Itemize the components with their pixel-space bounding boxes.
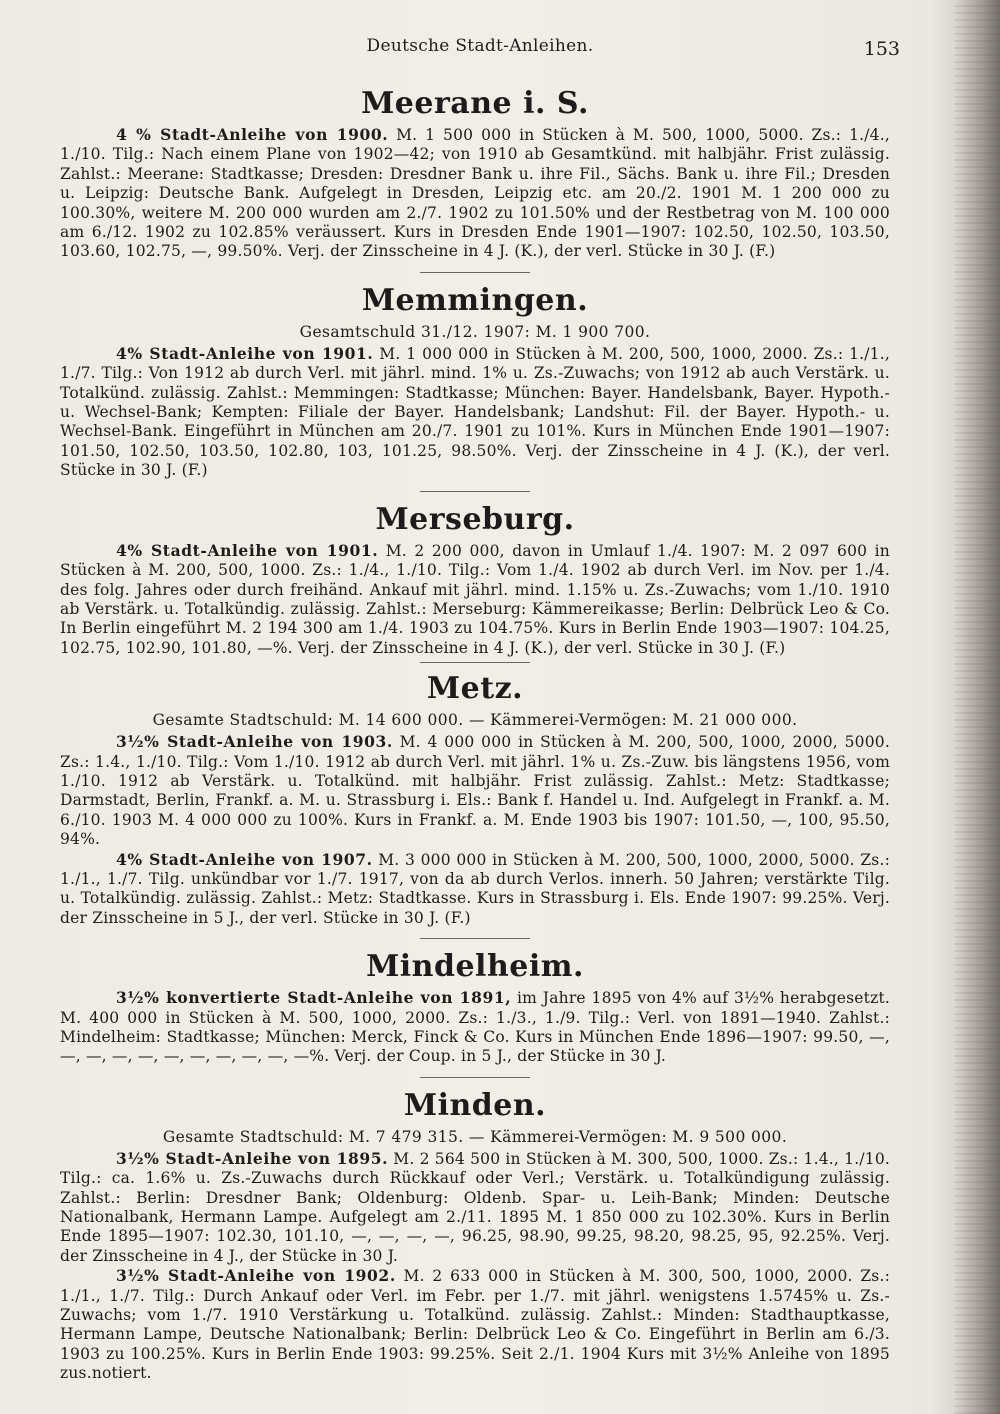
loan-entry — [60, 344, 890, 481]
section-memmingen — [60, 283, 890, 481]
loan-entry — [60, 988, 890, 1067]
section-minden — [60, 1088, 890, 1384]
debt-summary: Gesamte Stadtschuld: M. 7 479 315. — Kämmerei-Vermögen: M. 9 500 000. — [162, 1127, 788, 1146]
section-heading: Mindelheim. — [366, 949, 584, 985]
loan-text: M. 2 633 000 in Stücken à M. 300, 500, 1000, 2000. Zs.: 1./1., 1./7. Tilg.: Durch Ankauf oder Verl. im Febr. per 1./7. mit jährl. wenigstens 1.5745% u. Zs.-Zuwachs; vom 1./7. 1910 Verstärkung u. Totalkünd. zulässig. Zahlst.: Minden: Stadthauptkasse, Hermann Lampe, Deutsche Nationalbank; Berlin: Delbrück Leo & Co. Eingeführt in Berlin am 6./3. 1903 zu 100.25%. Kurs in Berlin Ende 1903: 99.25%. Seit 2./1. 1904 Kurs mit 3½% Anleihe von 1895 zus.notiert. — [60, 1267, 890, 1383]
loan-text: M. 1 500 000 in Stücken à M. 500, 1000, 5000. Zs.: 1./4., 1./10. Tilg.: Nach einem Plane von 1902—42; von 1910 ab Gesamtkünd. mit halbjähr. Frist zulässig. Zahlst.: Meerane: Stadtkasse; Dresden: Dresdner Bank u. ihre Fil., Sächs. Bank u. ihre Fil.; Dresden u. Leipzig: Deutsche Bank. Aufgelegt in Dresden, Leipzig etc. am 20./2. 1901 M. 1 200 000 zu 100.30%, weitere M. 200 000 wurden am 2./7. 1902 zu 101.50% und der Restbetrag von M. 100 000 am 6./12. 1902 zu 102.85% veräussert. Kurs in Dresden Ende 1901—1907: 102.50, 102.50, 103.50, 103.60, 102.75, —, 99.50%. Verj. der Zinsscheine in 4 J. (K.), der verl. Stücke in 30 J. (F.) — [60, 126, 890, 261]
section-divider — [420, 938, 530, 939]
loan-entry — [60, 1149, 890, 1266]
running-title: Deutsche Stadt-Anleihen. — [366, 36, 594, 56]
loan-entry — [60, 732, 890, 849]
loan-text: M. 2 564 500 in Stücken à M. 300, 500, 1000. Zs.: 1.4., 1./10. Tilg.: ca. 1.6% u. Zs.-Zuwachs durch Rückkauf oder Verl.; Verstärk. u. Totalkündigung zulässig. Zahlst.: Berlin: Dresdner Bank; Oldenburg: Oldenb. Spar- u. Leih-Bank; Minden: Deutsche Nationalbank, Hermann Lampe. Aufgelegt am 2./11. 1895 M. 1 850 000 zu 102.30%. Kurs in Berlin Ende 1895—1907: 102.30, 101.10, —, —, —, —, 96.25, 98.90, 99.25, 98.20, 98.25, 95, 92.25%. Verj. der Zinsscheine in 4 J., der Stücke in 30 J. — [60, 1149, 891, 1265]
loan-title: 3½% Stadt-Anleihe von 1902. — [116, 1266, 396, 1286]
section-meerane — [60, 86, 890, 262]
section-metz — [60, 671, 890, 928]
loan-text: im Jahre 1895 von 4% auf 3½% herabgesetzt. M. 400 000 in Stücken à M. 500, 1000, 2000. Zs.: 1./3., 1./9. Tilg.: Verl. von 1891—1940. Zahlst.: Mindelheim: Stadtkasse; München: Merck, Finck & Co. Kurs in München Ende 1896—1907: 99.50, —, —, —, —, —, —, —, —, —, —, —%. Verj. der Coup. in 5 J., der Stücke in 30 J. — [60, 989, 890, 1066]
loan-text: M. 3 000 000 in Stücken à M. 200, 500, 1000, 2000, 5000. Zs.: 1./1., 1./7. Tilg. unkündbar vor 1./7. 1917, von da ab durch Verlos. innerh. 50 Jahren; verstärkte Tilg. u. Totalkündig. zulässig. Zahlst.: Metz: Stadtkasse. Kurs in Strassburg i. Els. Ende 1907: 99.25%. Verj. der Zinsscheine in 5 J., der verl. Stücke in 30 J. (F.) — [60, 850, 890, 927]
section-heading: Minden. — [403, 1087, 547, 1123]
section-heading: Metz. — [426, 671, 524, 707]
section-divider — [420, 1077, 530, 1078]
section-mindelheim — [60, 949, 890, 1067]
debt-summary: Gesamtschuld 31./12. 1907: M. 1 900 700. — [299, 322, 651, 341]
loan-title: 3½% Stadt-Anleihe von 1903. — [116, 732, 393, 752]
page-number: 153 — [863, 38, 900, 60]
loan-entry — [60, 541, 890, 658]
debt-summary: Gesamte Stadtschuld: M. 14 600 000. — Kämmerei-Vermögen: M. 21 000 000. — [152, 711, 798, 730]
loan-text: M. 2 200 000, davon in Umlauf 1./4. 1907: M. 2 097 600 in Stücken à M. 200, 500, 1000. Zs.: 1./4., 1./10. Tilg.: Vom 1./4. 1902 ab durch Verl. im Nov. per 1./4. des folg. Jahres oder durch freihänd. Ankauf mit jährl. mind. 1.15% u. Zs.-Zuwachs; vom 1./10. 1910 ab Verstärk. u. Totalkündig. zulässig. Zahlst.: Merseburg: Kämmereikasse; Berlin: Delbrück Leo & Co. In Berlin eingeführt M. 2 194 300 am 1./4. 1903 zu 104.75%. Kurs in Berlin Ende 1903—1907: 104.25, 102.75, 102.90, 101.80, —%. Verj. der Zinsscheine in 4 J. (K.), der verl. Stücke in 30 J. (F.) — [60, 541, 890, 657]
page-content — [60, 78, 890, 1384]
loan-title: 3½% konvertierte Stadt-Anleihe von 1891, — [116, 988, 512, 1008]
section-divider — [420, 491, 530, 492]
section-heading: Merseburg. — [375, 501, 575, 537]
loan-entry — [60, 1266, 890, 1383]
loan-text: M. 1 000 000 in Stücken à M. 200, 500, 1000, 2000. Zs.: 1./1., 1./7. Tilg.: Von 1912 ab durch Verl. mit jährl. mind. 1% u. Zs.-Zuwachs; von 1912 ab auch Verstärk. u. Totalkünd. zulässig. Zahlst.: Memmingen: Stadtkasse; München: Bayer. Handelsbank, Bayer. Hypoth.- u. Wechsel-Bank; Kempten: Filiale der Bayer. Handelsbank; Landshut: Fil. der Bayer. Hypoth.- u. Wechsel-Bank. Eingeführt in München am 20./7. 1901 zu 101%. Kurs in München Ende 1901—1907: 101.50, 102.50, 103.50, 102.80, 103, 101.25, 98.50%. Verj. der Zinsscheine in 4 J. (K.), der verl. Stücke in 30 J. (F.) — [60, 344, 890, 480]
loan-text: M. 4 000 000 in Stücken à M. 200, 500, 1000, 2000, 5000. Zs.: 1.4., 1./10. Tilg.: Vom 1./10. 1912 ab durch Verl. mit jährl. 1% u. Zs.-Zuw. bis längstens 1956, vom 1./10. 1912 ab Verstärk. u. Totalkünd. mit halbjähr. Frist zulässig. Zahlst.: Metz: Stadtkasse; Darmstadt, Berlin, Frankf. a. M. u. Strassburg i. Els.: Bank f. Handel u. Ind. Aufgelegt in Frankf. a. M. 6./10. 1903 M. 4 000 000 zu 100%. Kurs in Frankf. a. M. Ende 1903 bis 1907: 101.50, —, 100, 95.50, 94%. — [60, 733, 890, 849]
section-heading: Memmingen. — [361, 282, 589, 318]
loan-title: 3½% Stadt-Anleihe von 1895. — [116, 1148, 389, 1168]
loan-entry — [60, 125, 890, 262]
loan-title: 4% Stadt-Anleihe von 1901. — [116, 540, 379, 560]
section-divider — [420, 272, 530, 273]
running-header — [60, 36, 900, 60]
section-heading: Meerane i. S. — [361, 86, 589, 121]
section-divider — [420, 662, 530, 663]
page-edge-shadow — [954, 0, 1000, 1414]
section-merseburg — [60, 502, 890, 658]
loan-title: 4 % Stadt-Anleihe von 1900. — [116, 125, 389, 144]
loan-entry — [60, 850, 890, 929]
loan-title: 4% Stadt-Anleihe von 1907. — [116, 849, 373, 869]
loan-title: 4% Stadt-Anleihe von 1901. — [116, 343, 374, 363]
